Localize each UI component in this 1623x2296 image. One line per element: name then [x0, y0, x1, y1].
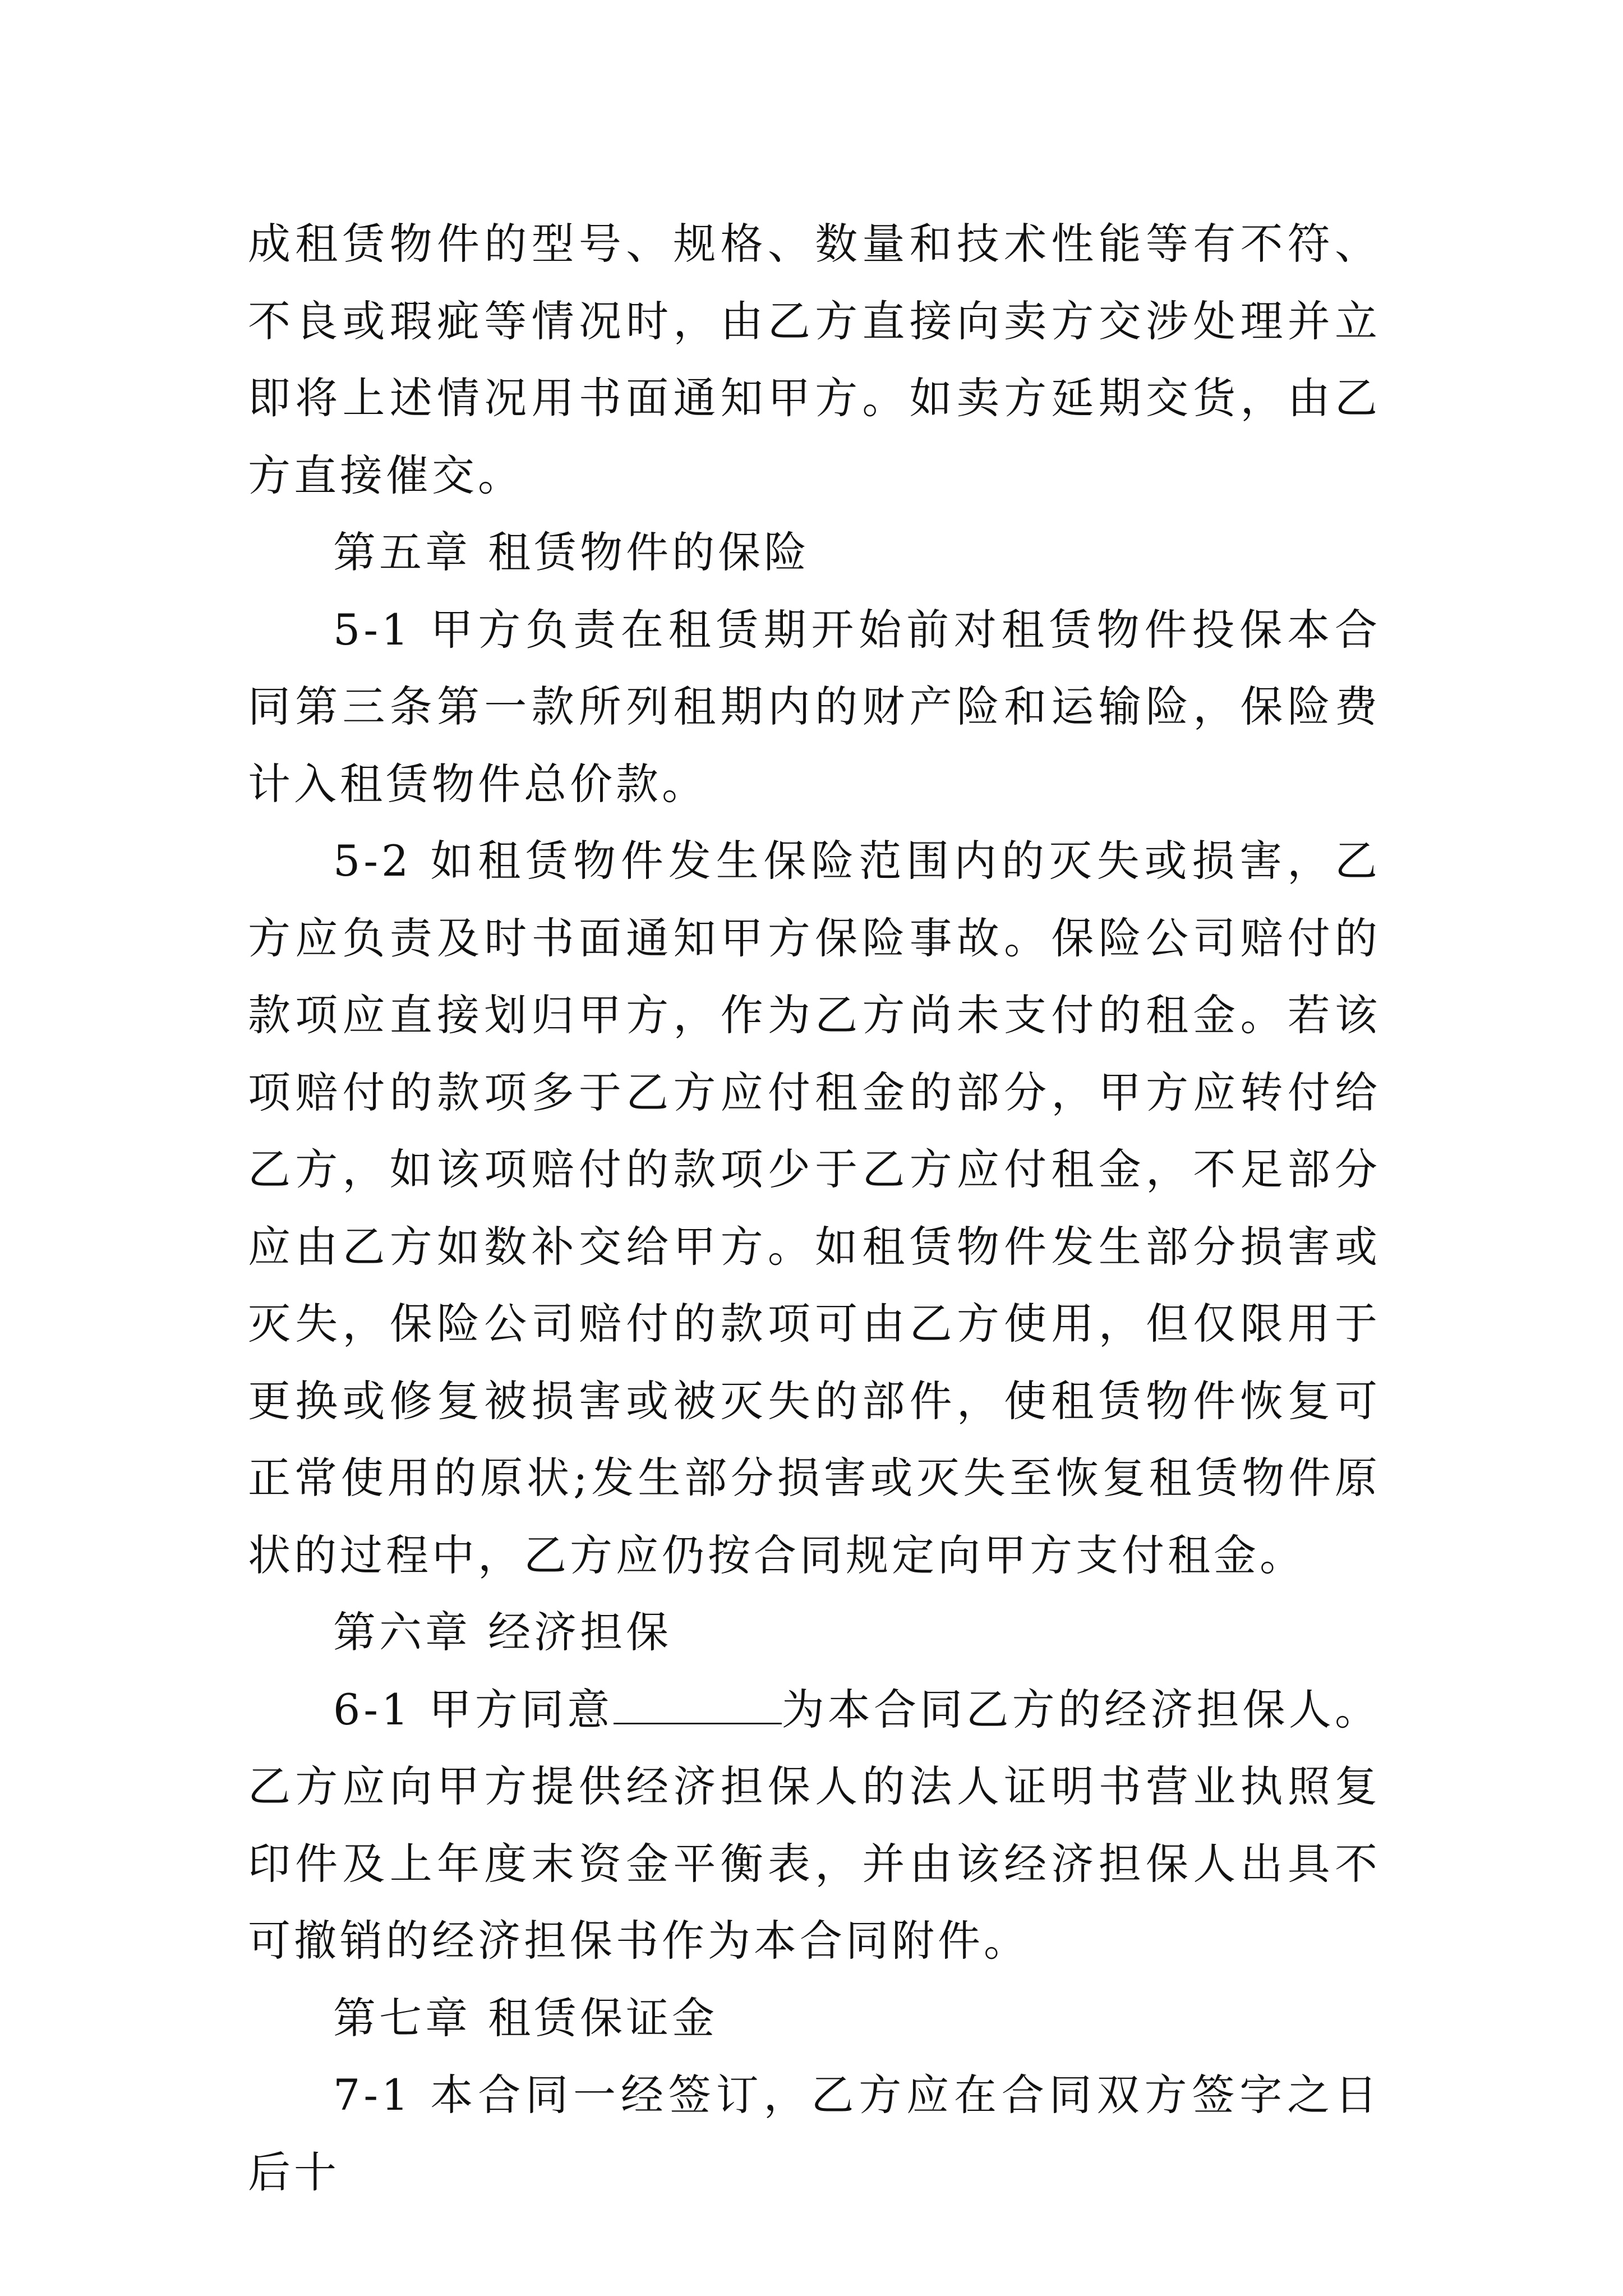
- clause-6-1-rest: 为本合同乙方的经济担保人。乙方应向甲方提供经济担保人的法人证明书营业执照复印件及上年度末资金平衡表，并由该经济担保人出具不可撤销的经济担保书作为本合同附件。: [248, 1684, 1381, 1966]
- clause-6-1: [248, 1671, 1381, 1980]
- chapter-7-title: 第七章 租赁保证金: [333, 1993, 718, 2043]
- clause-7-1: 7-1 本合同一经签订，乙方应在合同双方签字之日后十: [248, 2070, 1381, 2197]
- clause-5-1: 5-1 甲方负责在租赁期开始前对租赁物件投保本合同第三条第一款所列租期内的财产险和运输险，保险费计入租赁物件总价款。: [248, 604, 1381, 809]
- paragraph-continuation: 成租赁物件的型号、规格、数量和技术性能等有不符、不良或瑕疵等情况时，由乙方直接向卖方交涉处理并立即将上述情况用书面通知甲方。如卖方延期交货，由乙方直接催交。: [248, 219, 1381, 500]
- guarantor-blank-field: [614, 1688, 782, 1724]
- chapter-5-title: 第五章 租赁物件的保险: [333, 527, 810, 577]
- chapter-6-title: 第六章 经济担保: [333, 1607, 672, 1657]
- clause-6-1-lead: 6-1 甲方同意: [333, 1684, 614, 1734]
- document-body: [248, 205, 1381, 2211]
- clause-5-2: 5-2 如租赁物件发生保险范围内的灭失或损害，乙方应负责及时书面通知甲方保险事故。保险公司赔付的款项应直接划归甲方，作为乙方尚未支付的租金。若该项赔付的款项多于乙方应付租金的部分，甲方应转付给乙方，如该项赔付的款项少于乙方应付租金，不足部分应由乙方如数补交给甲方。如租赁物件发生部分损害或灭失，保险公司赔付的款项可由乙方使用，但仅限用于更换或修复被损害或被灭失的部件，使租赁物件恢复可正常使用的原状;发生部分损害或灭失至恢复租赁物件原状的过程中，乙方应仍按合同规定向甲方支付租金。: [248, 836, 1381, 1580]
